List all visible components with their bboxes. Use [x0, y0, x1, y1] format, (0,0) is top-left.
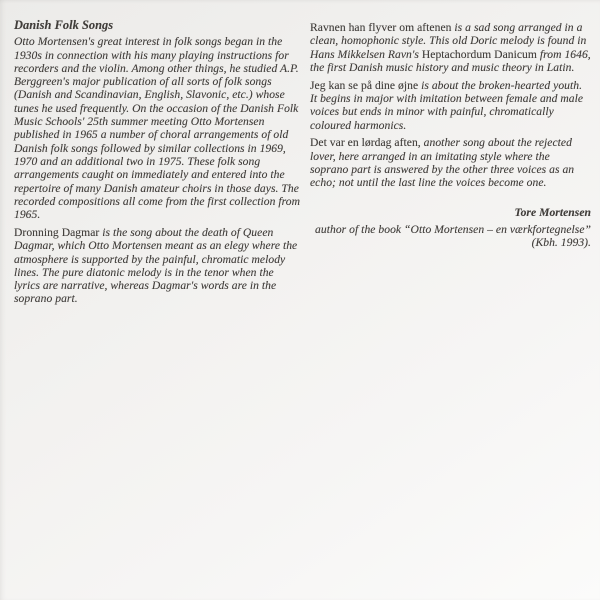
paragraph-text: another song about the rejected lover, here arranged in an imitating style where the soprano part is answered by the other three voices as an echo; not until the last line the voices become one. — [310, 136, 575, 190]
song-title: Dronning Dagmar — [14, 225, 100, 239]
paragraph-text: is the song about the death of Queen Dagmar, which Otto Mortensen meant as an elegy where the atmosphere is supported by the painful, chromatic melody lines. The pure diatonic melody is in the tenor when the lyrics are narrative, whereas Dagmar's words are in the soprano part. — [14, 225, 298, 306]
paragraph-text: from 1646, the first Danish music history and music theory in Latin. — [310, 47, 591, 74]
credit-line-1: author of the book “Otto Mortensen – en værkfortegnelse” — [315, 222, 591, 236]
page-title: Danish Folk Songs — [14, 18, 114, 32]
song-title: Ravnen han flyver om aftenen — [310, 21, 452, 34]
author-credit — [310, 223, 591, 250]
paragraph-jeg-kan-se — [310, 79, 591, 132]
credit-line-2: (Kbh. 1993). — [531, 236, 591, 250]
paragraph-text: is about the broken-hearted youth. It begins in major with imitation between female and male voices but ends in minor with painful, chromatically coloured harmonics. — [310, 78, 584, 132]
paragraph-ravnen — [310, 21, 591, 74]
song-title: Det var en lørdag aften, — [310, 136, 421, 150]
paragraph-det-var — [310, 136, 591, 189]
right-column — [310, 21, 591, 249]
song-title: Jeg kan se på dine øjne — [310, 78, 419, 92]
paragraph-dronning-dagmar — [14, 226, 301, 306]
paragraph-text: Otto Mortensen's great interest in folk songs began in the 1930s in connection with his many playing instructions for recorders and the violin. Among other things, he studied A.P. Berggreen's major publication of all sorts of folk songs (Danish and Scandinavian, English, Slavonic, etc.) whose tunes he used frequently. On the occasion of the Danish Folk Music Schools' 25th summer meeting Otto Mortensen published in 1965 a number of choral arrangements of old Danish folk songs followed by similar collections in 1969, 1970 and an additional two in 1975. These folk song arrangements caught on immediately and entered into the repertoire of many Danish amateur choirs in those days. The recorded compositions all come from the first collection from 1965. — [14, 35, 301, 222]
author-signature: Tore Mortensen — [514, 205, 591, 219]
paragraph-intro — [14, 35, 301, 221]
left-column — [14, 19, 301, 310]
paragraph-text: is a sad song arranged in a clean, homophonic style. This old Doric melody is found in Hans Mikkelsen Ravn's — [310, 21, 587, 61]
book-title: Heptachordum Danicum — [421, 47, 537, 61]
